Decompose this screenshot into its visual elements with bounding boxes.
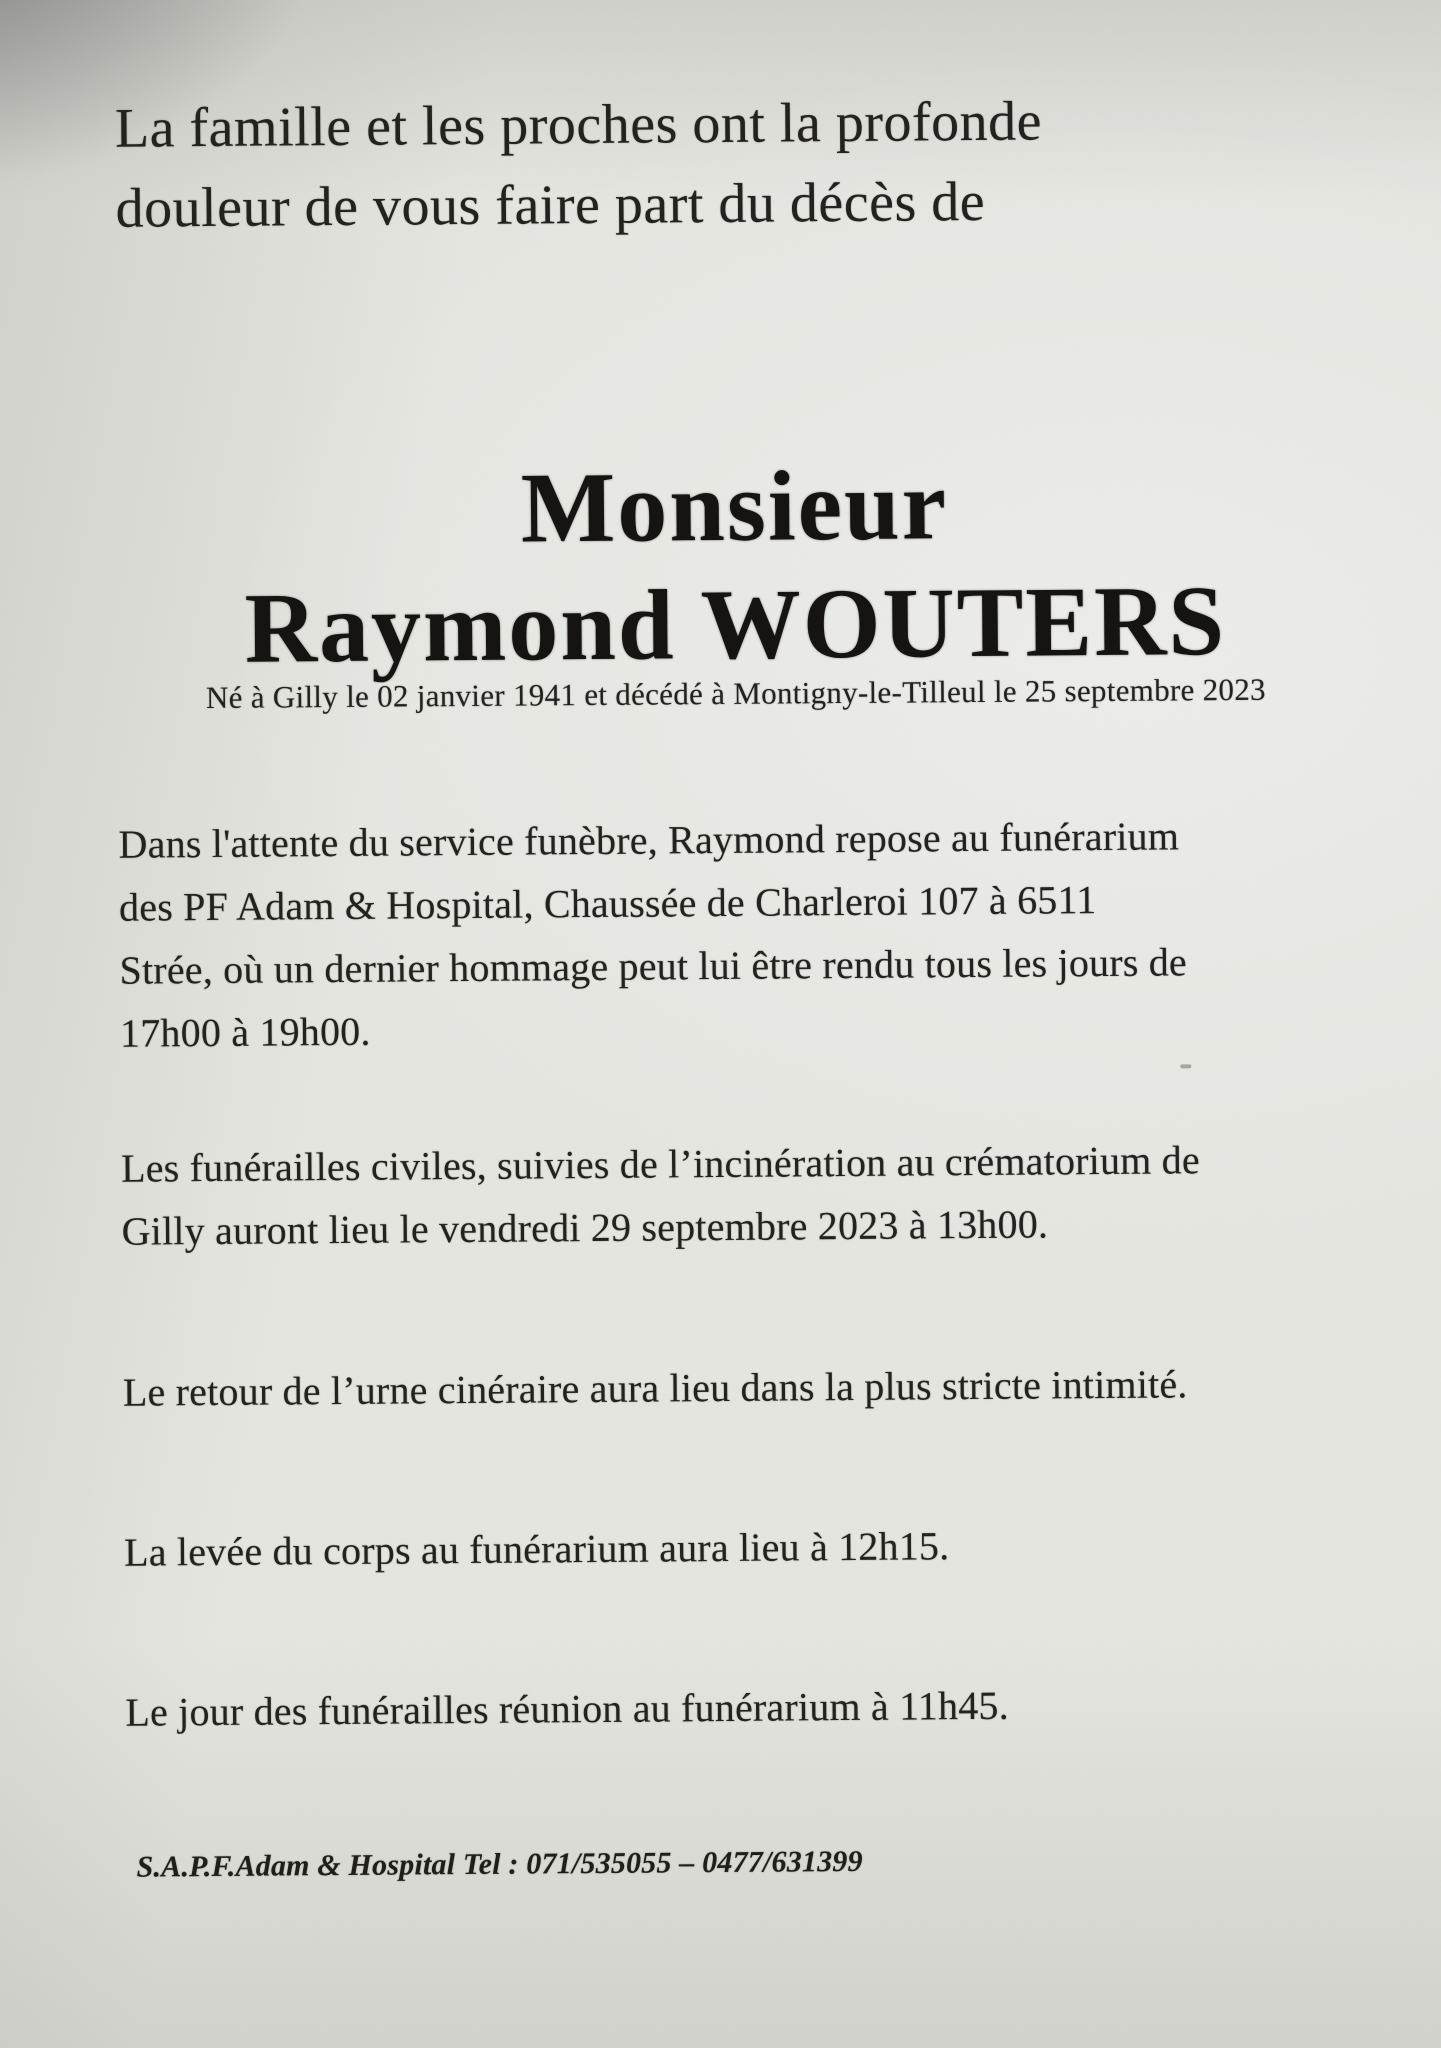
paragraph-urn-return: Le retour de l’urne cinéraire aura lieu dans la plus stricte intimité. xyxy=(122,1361,1188,1415)
paragraph-funeral-home: Dans l'attente du service funèbre, Raymond repose au funérarium des PF Adam & Hospital, Chaussée de Charleroi 107 à 6511 Strée, où un dernier hommage peut lui être rendu tous les jours de 17h00 à 19h00. xyxy=(118,813,1188,1056)
paragraph-ceremony: Les funérailles civiles, suivies de l’incinération au crématorium de Gilly auront lieu le vendredi 29 septembre 2023 à 13h00. xyxy=(120,1137,1201,1254)
funeral-home-contact: S.A.P.F.Adam & Hospital Tel : 071/535055 – 0477/631399 xyxy=(136,1844,863,1884)
birth-death-line: Né à Gilly le 02 janvier 1941 et décédé à Montigny-le-Tilleul le 25 septembre 2023 xyxy=(205,671,1267,716)
intro-text: La famille et les proches ont la profonde douleur de vous faire part du décès de xyxy=(114,90,1043,240)
title-block xyxy=(13,442,1441,689)
deceased-name: Raymond WOUTERS xyxy=(244,565,1227,684)
honorific-title: Monsieur xyxy=(520,449,949,564)
scan-artifact-mark xyxy=(1180,1064,1191,1068)
paragraph-body-removal: La levée du corps au funérarium aura lieu à 12h15. xyxy=(123,1523,950,1575)
paragraph-gathering: Le jour des funérailles réunion au funérarium à 11h45. xyxy=(125,1682,1010,1735)
